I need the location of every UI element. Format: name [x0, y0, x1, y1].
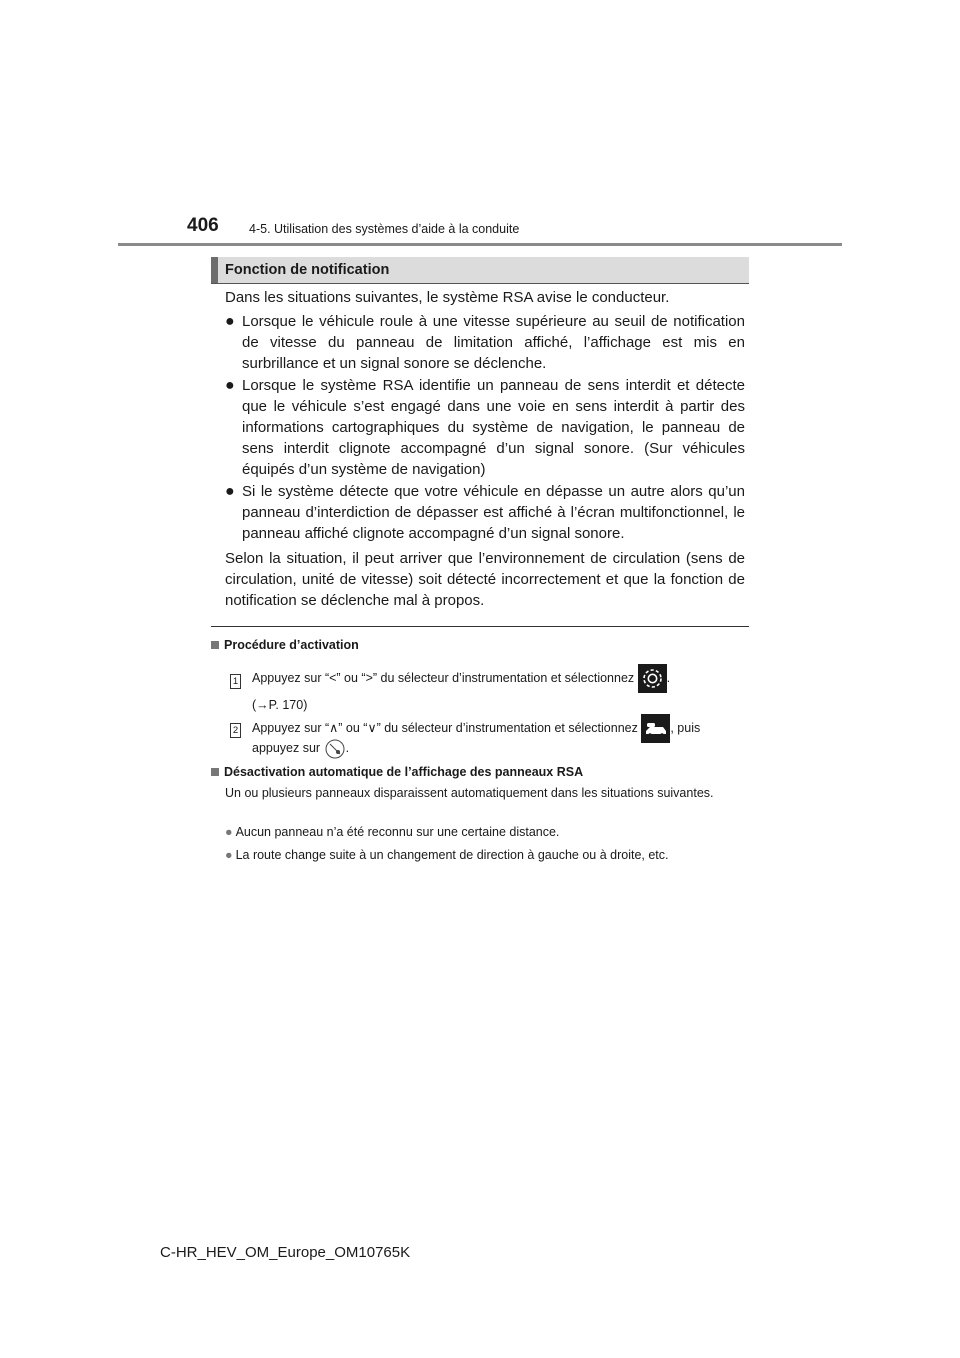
step-2-text: Appuyez sur “∧” ou “∨” du sélecteur d’instrumentation et sélectionnez [252, 721, 638, 735]
square-bullet-icon [211, 768, 219, 776]
bullet-dot: ● [225, 313, 235, 330]
settings-gear-icon [638, 664, 667, 693]
header-divider [118, 243, 842, 246]
step-1-end: . [666, 671, 671, 685]
auto-off-text: Un ou plusieurs panneaux disparaissent automatiquement dans les situations suivantes. [225, 786, 714, 800]
step-number-box: 1 [230, 674, 241, 689]
bullet-text: Lorsque le véhicule roule à une vitesse supérieure au seuil de notification de vitesse du panneau de limitation affiché, l’affichage est mis en surbrillance et un signal sonore se déclenche. [242, 313, 745, 372]
step-2-text-c: appuyez sur [252, 741, 321, 755]
step-2-line-2 [252, 737, 349, 760]
bullet-dot: ● [225, 483, 235, 500]
chapter-title: 4-5. Utilisation des systèmes d’aide à la conduite [249, 222, 520, 236]
auto-off-item-text: La route change suite à un changement de direction à gauche ou à droite, etc. [235, 848, 669, 862]
step-1 [252, 664, 747, 693]
bullet-text: Si le système détecte que votre véhicule en dépasse un autre alors qu’un panneau d’interdiction de dépasser est affiché à l’écran multifonctionnel, le panneau affiché clignote accompagné d’un signal sonore. [242, 483, 745, 542]
bullet-text: Lorsque le système RSA identifie un panneau de sens interdit et détecte que le véhicule s’est engagé dans une voie en sens interdit à partir des informations cartographiques du système de navigation, le panneau de sens interdit clignote accompagné d’un signal sonore. (Sur véhicules équipés d’un système de navigation) [242, 377, 745, 478]
step-number-box: 2 [230, 723, 241, 738]
step-1-text: Appuyez sur “<” ou “>” du sélecteur d’instrumentation et sélectionnez [252, 671, 635, 685]
section-header [211, 257, 749, 284]
page-number: 406 [187, 215, 219, 236]
bullet-item [225, 311, 745, 374]
info-divider [211, 626, 749, 627]
driver-assist-car-icon [641, 714, 670, 743]
bullet-dot: ● [225, 825, 233, 839]
procedure-heading [211, 637, 359, 654]
procedure-heading-text: Procédure d’activation [224, 638, 359, 652]
bullet-item [225, 375, 745, 480]
outro-paragraph: Selon la situation, il peut arriver que l’environnement de circulation (sens de circulation, unité de vitesse) soit détecté incorrectement et que la fonction de notification se déclenche mal à propos. [225, 550, 745, 609]
bullet-dot: ● [225, 377, 235, 394]
auto-off-item-text: Aucun panneau n’a été reconnu sur une certaine distance. [235, 825, 560, 839]
intro-paragraph: Dans les situations suivantes, le système RSA avise le conducteur. [225, 289, 670, 306]
step-2-text-b: , puis [670, 721, 701, 735]
step-2-end: . [345, 741, 350, 755]
document-id: C-HR_HEV_OM_Europe_OM10765K [160, 1244, 411, 1261]
auto-off-item [225, 847, 745, 864]
page-reference: (→P. 170) [252, 698, 308, 712]
bullet-dot: ● [225, 848, 233, 862]
auto-off-heading-text: Désactivation automatique de l’affichage des panneaux RSA [224, 765, 584, 779]
auto-off-heading [211, 764, 583, 781]
bullet-item [225, 481, 745, 544]
ok-button-icon [324, 738, 346, 760]
auto-off-item [225, 824, 745, 841]
section-title: Fonction de notification [225, 262, 390, 278]
section-header-bar [211, 257, 218, 283]
square-bullet-icon [211, 641, 219, 649]
